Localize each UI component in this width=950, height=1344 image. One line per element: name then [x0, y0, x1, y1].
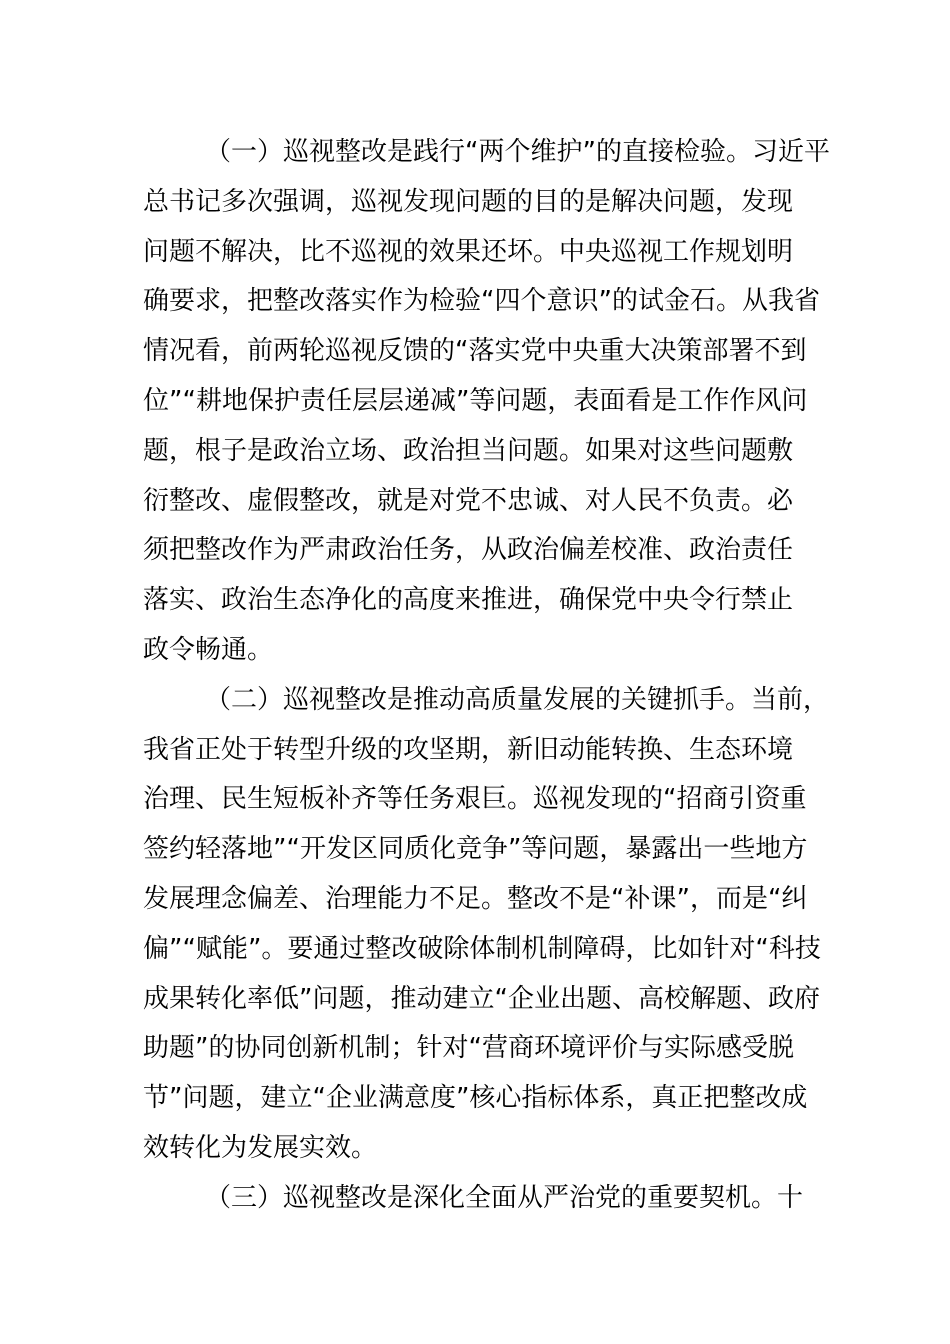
paragraph-line: 须把整改作为严肃政治任务，从政治偏差校准、政治责任	[143, 535, 794, 566]
paragraph-line: 确要求，把整改落实作为检验“四个意识”的试金石。从我省	[143, 286, 820, 317]
paragraph-line: 治理、民生短板补齐等任务艰巨。巡视发现的“招商引资重	[143, 784, 807, 815]
paragraph-line: （三）巡视整改是深化全面从严治党的重要契机。十	[205, 1182, 804, 1213]
paragraph-line: 效转化为发展实效。	[143, 1132, 378, 1163]
paragraph-line: 发展理念偏差、治理能力不足。整改不是“补课”，而是“纠	[143, 883, 808, 914]
paragraph-line: 总书记多次强调，巡视发现问题的目的是解决问题，发现	[143, 186, 794, 217]
paragraph-line: 政令畅通。	[143, 634, 274, 665]
paragraph-line: 问题不解决，比不巡视的效果还坏。中央巡视工作规划明	[143, 236, 794, 267]
paragraph-line: 位”“耕地保护责任层层递减”等问题，表面看是工作作风问	[143, 385, 808, 416]
paragraph-line: 助题”的协同创新机制；针对“营商环境评价与实际感受脱	[143, 1033, 794, 1064]
paragraph-line: 我省正处于转型升级的攻坚期，新旧动能转换、生态环境	[143, 734, 794, 765]
paragraph-line: 节”问题，建立“企业满意度”核心指标体系，真正把整改成	[143, 1083, 808, 1114]
paragraph-3	[143, 1174, 823, 1224]
paragraph-line: 衍整改、虚假整改，就是对党不忠诚、对人民不负责。必	[143, 485, 794, 516]
paragraph-line: 成果转化率低”问题，推动建立“企业出题、高校解题、政府	[143, 983, 820, 1014]
paragraph-line: 偏”“赋能”。要通过整改破除体制机制障碍，比如针对“科技	[143, 933, 821, 964]
paragraph-line: （二）巡视整改是推动高质量发展的关键抓手。当前，	[205, 684, 830, 715]
paragraph-1	[143, 128, 830, 676]
paragraph-line: 落实、政治生态净化的高度来推进，确保党中央令行禁止	[143, 585, 794, 616]
paragraph-line: 签约轻落地”“开发区同质化竞争”等问题，暴露出一些地方	[143, 834, 808, 865]
paragraph-2	[143, 676, 830, 1174]
paragraph-line: 情况看，前两轮巡视反馈的“落实党中央重大决策部署不到	[143, 336, 807, 367]
paragraph-line: 题，根子是政治立场、政治担当问题。如果对这些问题敷	[143, 435, 794, 466]
document-body	[143, 128, 830, 1224]
paragraph-line: （一）巡视整改是践行“两个维护”的直接检验。习近平	[205, 137, 830, 167]
